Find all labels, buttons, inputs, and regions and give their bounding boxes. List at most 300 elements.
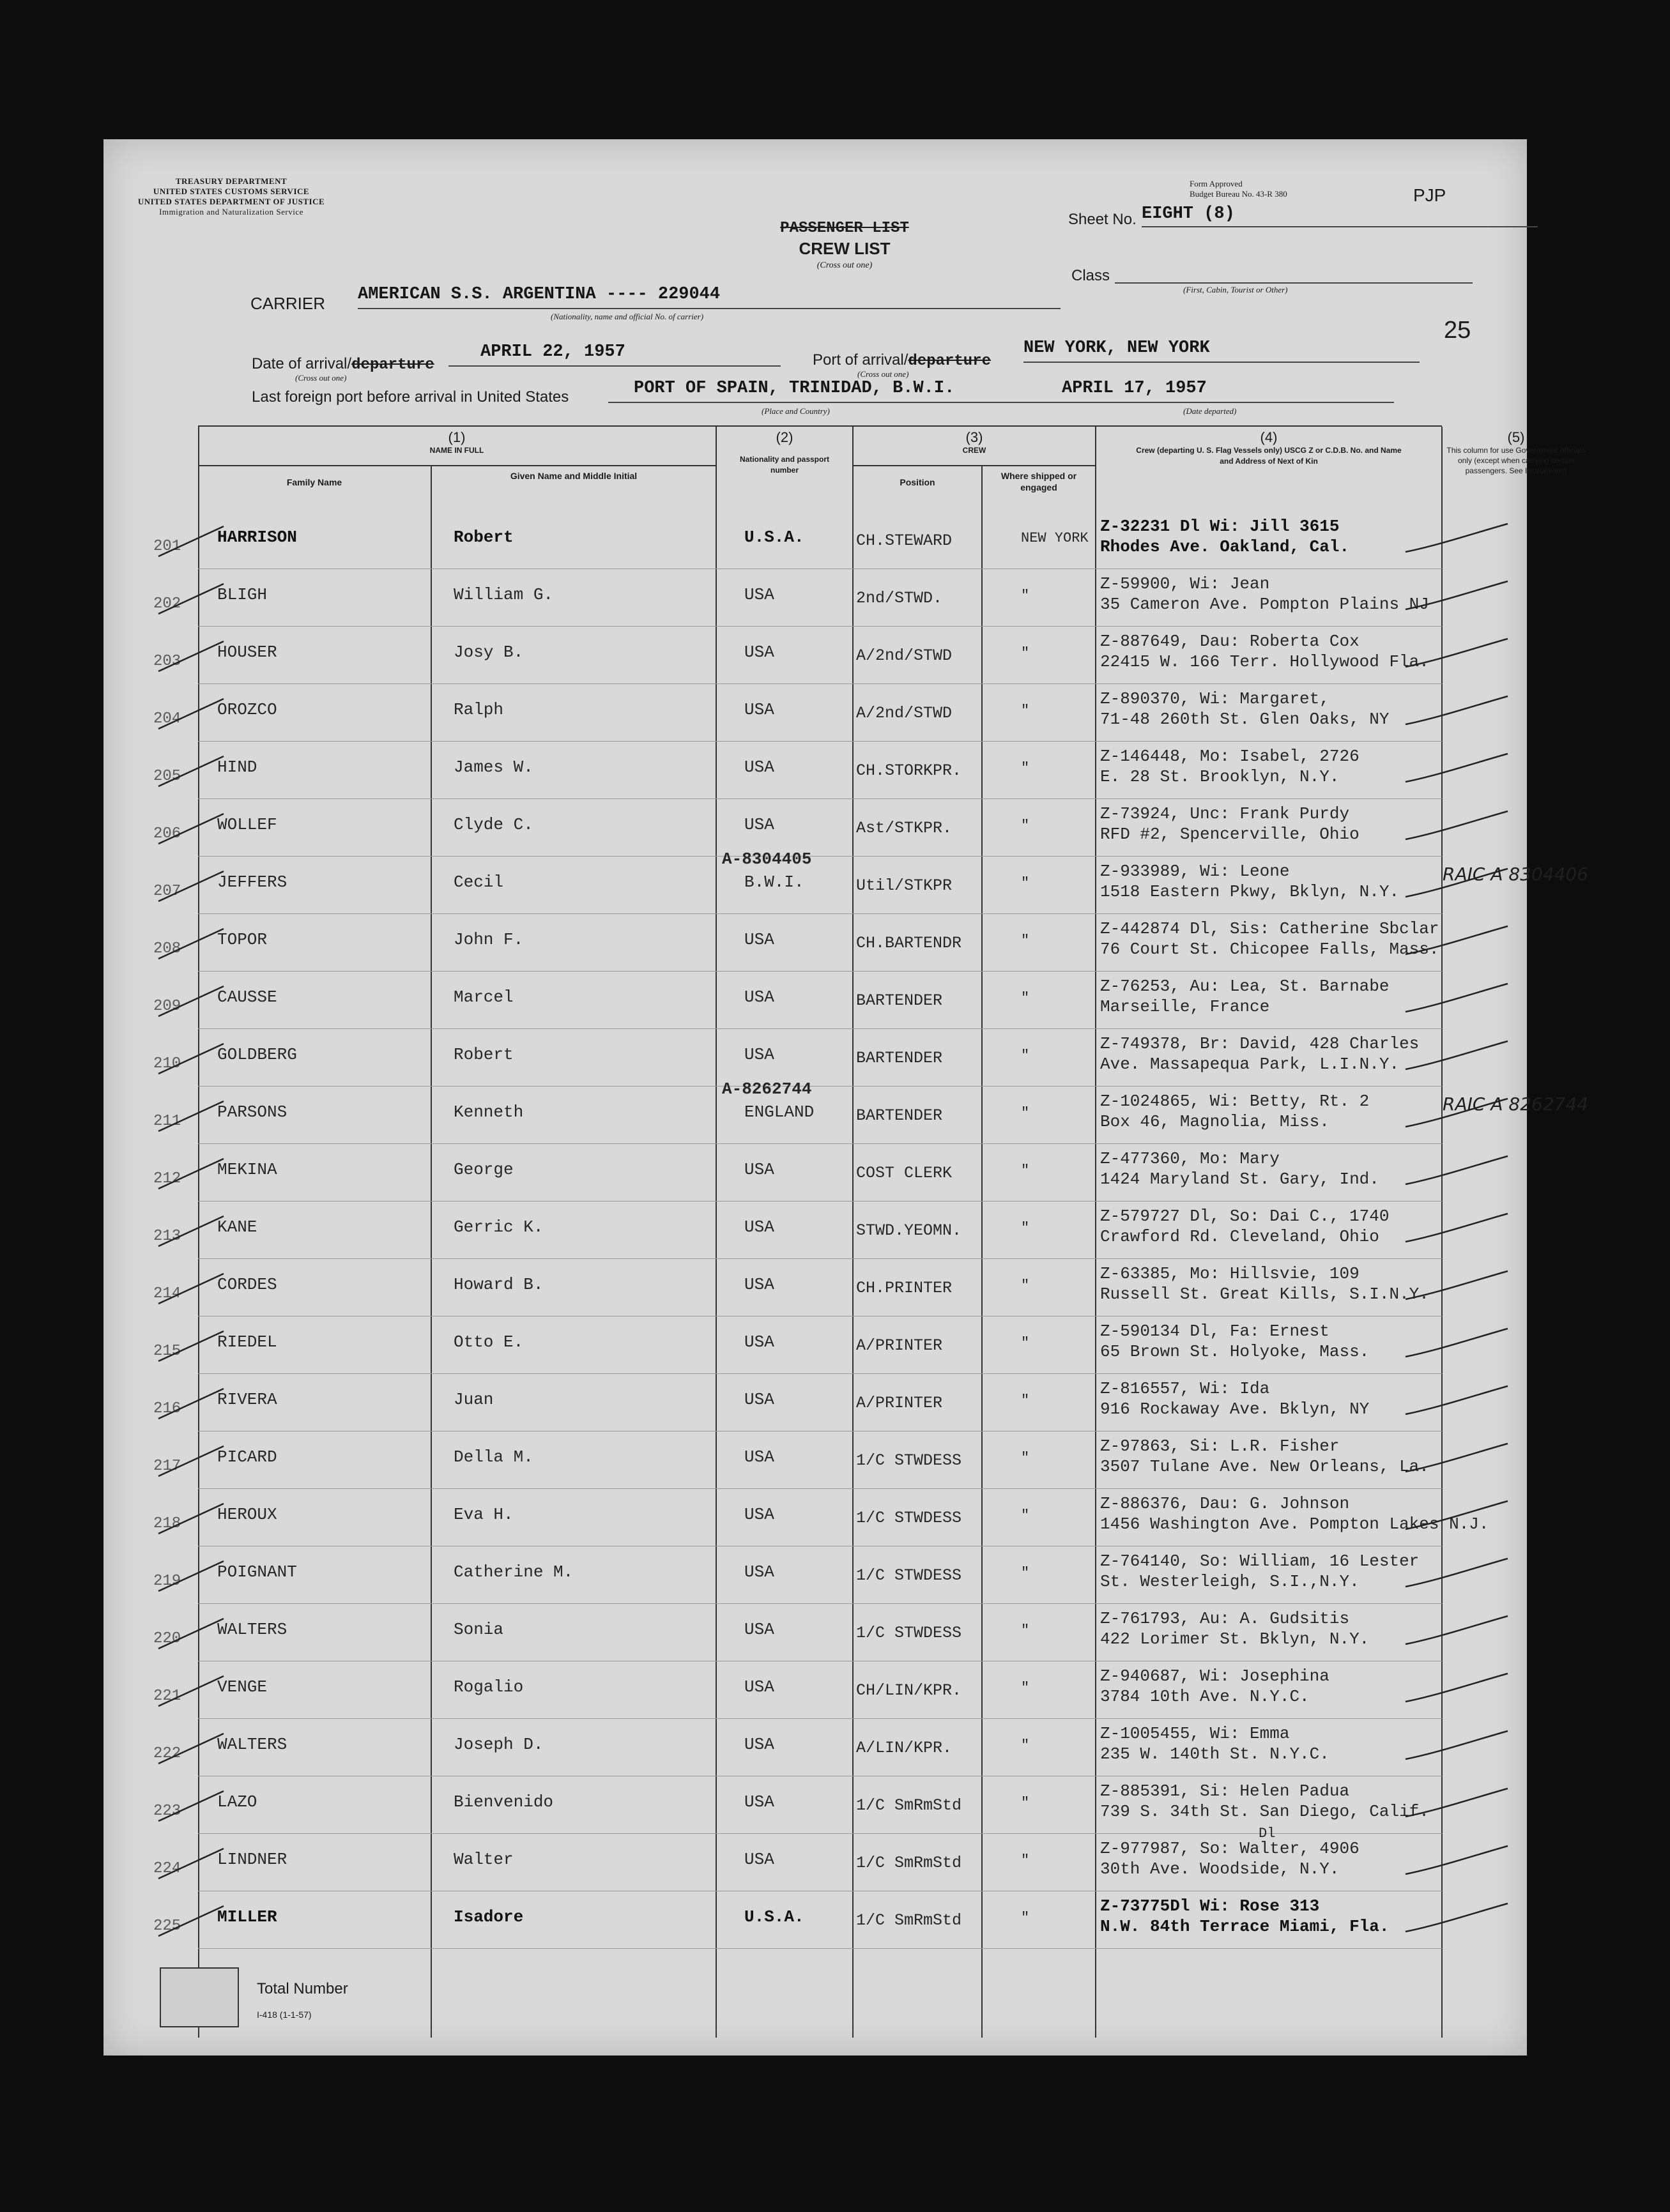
nok-line: Z-886376, Dau: G. Johnson	[1100, 1494, 1350, 1513]
line-number: 216	[153, 1400, 181, 1417]
nationality: USA	[744, 1562, 774, 1582]
family-name: HIND	[217, 758, 257, 777]
col1-num: (1)	[448, 429, 466, 445]
crew-table	[153, 425, 1589, 2038]
nok-line: Z-933989, Wi: Leone	[1100, 862, 1290, 881]
official-check-mark	[1399, 1382, 1514, 1421]
form-number: I-418 (1-1-57)	[257, 2010, 312, 2020]
official-check-mark	[1399, 1325, 1514, 1363]
official-check-mark	[1399, 980, 1514, 1018]
where-shipped: "	[1021, 1852, 1030, 1868]
col2-cap: Nationality and passport number	[739, 455, 830, 475]
nationality: USA	[744, 700, 774, 719]
nok-line: Z-59900, Wi: Jean	[1100, 574, 1270, 593]
line-number: 204	[153, 710, 181, 728]
arrival-date-struck: departure	[351, 356, 434, 374]
col2-num: (2)	[776, 429, 793, 445]
given-name: Sonia	[454, 1620, 504, 1639]
position: 1/C STWDESS	[856, 1624, 962, 1642]
family-name: KANE	[217, 1217, 257, 1237]
date-departed-note: (Date departed)	[1183, 406, 1237, 416]
position: CH/LIN/KPR.	[856, 1681, 962, 1700]
where-shipped: "	[1021, 933, 1030, 949]
nationality: USA	[744, 1447, 774, 1467]
official-check-mark	[1399, 1670, 1514, 1708]
family-name: RIVERA	[217, 1390, 277, 1409]
nationality: USA	[744, 815, 774, 834]
crew-row	[153, 1373, 1442, 1431]
crew-row	[153, 850, 1589, 914]
agency-line: Immigration and Naturalization Service	[159, 207, 303, 217]
nok-line: Z-442874 Dl, Sis: Catherine Sbclar	[1100, 919, 1439, 938]
nok-line: Z-73924, Unc: Frank Purdy	[1100, 804, 1350, 823]
family-name: OROZCO	[217, 700, 277, 719]
nok-line: 3507 Tulane Ave. New Orleans, La.	[1100, 1457, 1429, 1476]
nok-line: Z-890370, Wi: Margaret,	[1100, 689, 1329, 708]
form-approved-line: Form Approved	[1190, 179, 1243, 188]
crew-row	[153, 741, 1442, 799]
nok-line: Z-1005455, Wi: Emma	[1100, 1724, 1290, 1743]
official-check-mark	[1399, 1210, 1514, 1248]
nok-line: Z-761793, Au: A. Gudsitis	[1100, 1609, 1350, 1628]
carrier-label: CARRIER	[250, 294, 326, 313]
position: BARTENDER	[856, 1106, 943, 1125]
line-number: 208	[153, 940, 181, 957]
position: CH.BARTENDR	[856, 934, 962, 952]
family-name: WALTERS	[217, 1620, 287, 1639]
official-check-mark	[1399, 1267, 1514, 1306]
next-of-kin	[1100, 861, 1399, 902]
crew-row	[153, 1201, 1442, 1259]
col4-num: (4)	[1260, 429, 1278, 445]
nationality: USA	[744, 1850, 774, 1869]
next-of-kin	[1100, 689, 1389, 729]
next-of-kin	[1100, 631, 1429, 672]
next-of-kin	[1100, 1148, 1379, 1189]
crew-row	[153, 798, 1442, 857]
crew-row	[153, 1603, 1442, 1661]
title-note: (Cross out one)	[816, 261, 873, 270]
nationality: USA	[744, 1390, 774, 1409]
family-name: WALTERS	[217, 1735, 287, 1754]
position: 1/C STWDESS	[856, 1509, 962, 1527]
col3a-header: Position	[854, 465, 981, 510]
position: 2nd/STWD.	[856, 589, 943, 607]
position: CH.STORKPR.	[856, 761, 962, 780]
official-check-mark	[1399, 692, 1514, 731]
col3-cap: CREW	[962, 446, 986, 455]
col1-cap: NAME IN FULL	[429, 446, 484, 455]
last-port-value: PORT OF SPAIN, TRINIDAD, B.W.I.	[608, 379, 1043, 403]
where-shipped: "	[1021, 1105, 1030, 1121]
where-shipped: "	[1021, 760, 1030, 776]
nok-line: Z-977987, So: Walter, 4906	[1100, 1839, 1360, 1858]
position: 1/C SmRmStd	[856, 1911, 962, 1930]
class-label: Class	[1071, 267, 1110, 284]
nok-line: 739 S. 34th St. San Diego, Calif.	[1100, 1802, 1429, 1821]
col1-header	[198, 427, 716, 465]
arrival-date-label-text: Date of arrival/	[252, 355, 352, 372]
line-number: 215	[153, 1343, 181, 1360]
arrival-port-value: NEW YORK, NEW YORK	[1023, 339, 1420, 363]
position: 1/C SmRmStd	[856, 1854, 962, 1872]
form-approved	[1190, 179, 1287, 199]
where-shipped: "	[1021, 1450, 1030, 1466]
agency-block	[129, 176, 333, 217]
agency-line: UNITED STATES CUSTOMS SERVICE	[153, 187, 310, 196]
official-check-mark	[1399, 635, 1514, 673]
family-name: MILLER	[217, 1907, 277, 1926]
given-name: Otto E.	[454, 1332, 524, 1352]
given-name: George	[454, 1160, 514, 1179]
official-check-mark	[1399, 1900, 1514, 1938]
family-name: WOLLEF	[217, 815, 277, 834]
next-of-kin	[1100, 919, 1439, 959]
nok-line: Z-940687, Wi: Josephina	[1100, 1667, 1329, 1686]
where-shipped: "	[1021, 990, 1030, 1006]
nok-line: 1424 Maryland St. Gary, Ind.	[1100, 1170, 1379, 1189]
nok-line: 30th Ave. Woodside, N.Y.	[1100, 1859, 1340, 1879]
next-of-kin	[1100, 1608, 1369, 1649]
nok-line: Z-590134 Dl, Fa: Ernest	[1100, 1322, 1329, 1341]
nationality: USA	[744, 1735, 774, 1754]
line-number: 214	[153, 1285, 181, 1302]
col1b-header: Given Name and Middle Initial	[432, 465, 716, 510]
crew-row	[153, 511, 1442, 569]
given-name: Howard B.	[454, 1275, 544, 1294]
carrier-value: AMERICAN S.S. ARGENTINA ---- 229044	[358, 285, 1061, 309]
crew-row	[153, 1143, 1442, 1201]
nationality: USA	[744, 988, 774, 1007]
nok-line: RFD #2, Spencerville, Ohio	[1100, 825, 1360, 844]
position: BARTENDER	[856, 1049, 943, 1067]
given-name: Gerric K.	[454, 1217, 544, 1237]
official-check-mark	[1399, 1842, 1514, 1880]
manifest-sheet	[103, 139, 1589, 2056]
nok-line: Z-97863, Si: L.R. Fisher	[1100, 1437, 1340, 1456]
agency-line: TREASURY DEPARTMENT	[175, 176, 287, 186]
position: A/LIN/KPR.	[856, 1739, 953, 1757]
nationality: U.S.A.	[744, 1907, 804, 1926]
crew-row	[153, 1431, 1442, 1489]
nok-line: Z-1024865, Wi: Betty, Rt. 2	[1100, 1092, 1370, 1111]
next-of-kin	[1100, 1321, 1369, 1362]
where-shipped: "	[1021, 1507, 1030, 1523]
arrival-port-struck: departure	[908, 353, 992, 370]
nationality: USA	[744, 1620, 774, 1639]
clerk-initials: PJP	[1413, 185, 1446, 205]
line-number: 217	[153, 1458, 181, 1475]
nok-line: Z-764140, So: William, 16 Lester	[1100, 1552, 1420, 1571]
position: A/PRINTER	[856, 1336, 943, 1355]
next-of-kin	[1100, 1666, 1329, 1707]
given-name: Josy B.	[454, 643, 524, 662]
line-number: 218	[153, 1515, 181, 1532]
nationality: USA	[744, 1045, 774, 1064]
arrival-date-value: APRIL 22, 1957	[448, 342, 781, 367]
given-name: Marcel	[454, 988, 514, 1007]
next-of-kin	[1100, 804, 1360, 844]
nok-line: Ave. Massapequa Park, L.I.N.Y.	[1100, 1055, 1400, 1074]
crew-row	[153, 913, 1442, 972]
family-name: JEFFERS	[217, 873, 287, 892]
given-name: James W.	[454, 758, 533, 777]
last-port-note: (Place and Country)	[762, 406, 830, 416]
next-of-kin	[1100, 1551, 1419, 1592]
next-of-kin	[1100, 1206, 1389, 1247]
position: STWD.YEOMN.	[856, 1221, 962, 1240]
line-number: 211	[153, 1113, 181, 1130]
official-check-mark	[1399, 520, 1514, 558]
arrival-date-label	[252, 355, 434, 374]
family-name: HOUSER	[217, 643, 277, 662]
line-number: 220	[153, 1630, 181, 1647]
given-name: Joseph D.	[454, 1735, 544, 1754]
crew-row	[153, 1316, 1442, 1374]
handwritten-annotation: RAIC A 8262744	[1443, 1094, 1589, 1115]
nok-annotation: Dl	[1259, 1826, 1276, 1842]
arrival-port-label	[813, 351, 991, 370]
line-number: 213	[153, 1228, 181, 1245]
col4-header	[1096, 427, 1441, 510]
family-name: PARSONS	[217, 1102, 287, 1122]
nok-line: Z-816557, Wi: Ida	[1100, 1379, 1270, 1398]
where-shipped: "	[1021, 1565, 1030, 1581]
class-note: (First, Cabin, Tourist or Other)	[1183, 285, 1288, 294]
nok-line: 422 Lorimer St. Bklyn, N.Y.	[1100, 1629, 1370, 1649]
nok-line: 235 W. 140th St. N.Y.C.	[1100, 1744, 1329, 1764]
next-of-kin	[1100, 1838, 1360, 1879]
col1a-header: Family Name	[198, 465, 431, 510]
line-number: 206	[153, 825, 181, 843]
given-name: Catherine M.	[454, 1562, 574, 1582]
where-shipped: "	[1021, 1335, 1030, 1351]
nok-line: Z-477360, Mo: Mary	[1100, 1149, 1280, 1168]
given-name: Isadore	[454, 1907, 524, 1926]
position: 1/C STWDESS	[856, 1566, 962, 1585]
given-name: Bienvenido	[454, 1792, 554, 1812]
nationality: USA	[744, 1217, 774, 1237]
nationality: USA	[744, 1160, 774, 1179]
given-name: Robert	[454, 528, 514, 547]
nationality: USA	[744, 1792, 774, 1812]
col5-num: (5)	[1507, 429, 1525, 445]
family-name: VENGE	[217, 1677, 268, 1697]
nationality: USA	[744, 1505, 774, 1524]
crew-row	[153, 626, 1442, 684]
where-shipped: "	[1021, 1392, 1030, 1408]
position: 1/C STWDESS	[856, 1451, 962, 1470]
nationality: USA	[744, 1332, 774, 1352]
official-check-mark	[1399, 807, 1514, 846]
col5-header	[1443, 427, 1590, 510]
crew-row	[153, 683, 1442, 742]
arrival-port-label-text: Port of arrival/	[813, 351, 908, 369]
nok-line: 71-48 260th St. Glen Oaks, NY	[1100, 710, 1390, 729]
next-of-kin	[1100, 1781, 1429, 1822]
official-check-mark	[1399, 1727, 1514, 1766]
col2-header	[717, 427, 852, 510]
official-check-mark	[1399, 577, 1514, 616]
where-shipped: "	[1021, 818, 1030, 834]
family-name: BLIGH	[217, 585, 268, 604]
nationality: USA	[744, 585, 774, 604]
next-of-kin	[1100, 1378, 1369, 1419]
where-shipped: "	[1021, 875, 1030, 891]
nok-line: N.W. 84th Terrace Miami, Fla.	[1100, 1917, 1390, 1936]
position: COST CLERK	[856, 1164, 953, 1182]
where-shipped: "	[1021, 1278, 1030, 1293]
position: A/2nd/STWD	[856, 704, 953, 722]
where-shipped: "	[1021, 1680, 1030, 1696]
where-shipped: "	[1021, 1048, 1030, 1064]
crew-row	[153, 1891, 1442, 1949]
passport-number: A-8262744	[722, 1079, 812, 1099]
family-name: LINDNER	[217, 1850, 287, 1869]
line-number: 202	[153, 595, 181, 613]
line-number: 221	[153, 1688, 181, 1705]
position: CH.PRINTER	[856, 1279, 953, 1297]
page-number: 25	[1444, 317, 1471, 344]
crew-row	[153, 1826, 1442, 1891]
nationality: USA	[744, 758, 774, 777]
nok-line: 22415 W. 166 Terr. Hollywood Fla.	[1100, 652, 1429, 671]
total-number-label: Total Number	[257, 1980, 348, 1997]
nok-line: 1456 Washington Ave. Pompton Lakes N.J.	[1100, 1514, 1489, 1534]
col3b-header: Where shipped or engaged	[983, 465, 1095, 510]
given-name: John F.	[454, 930, 524, 949]
crew-row	[153, 1258, 1442, 1316]
line-number: 205	[153, 768, 181, 785]
nok-line: Russell St. Great Kills, S.I.N.Y.	[1100, 1285, 1429, 1304]
next-of-kin	[1100, 976, 1389, 1017]
total-number-box	[160, 1967, 239, 2027]
nationality: B.W.I.	[744, 873, 804, 892]
nok-line: 3784 10th Ave. N.Y.C.	[1100, 1687, 1310, 1706]
family-name: HARRISON	[217, 528, 297, 547]
passport-number: A-8304405	[722, 850, 812, 869]
line-number: 207	[153, 883, 181, 900]
crew-row	[153, 1028, 1442, 1087]
official-check-mark	[1399, 1555, 1514, 1593]
where-shipped: NEW YORK	[1021, 530, 1089, 546]
nok-line: Z-73775Dl Wi: Rose 313	[1100, 1896, 1320, 1916]
given-name: Ralph	[454, 700, 504, 719]
line-number: 209	[153, 998, 181, 1015]
nok-line: E. 28 St. Brooklyn, N.Y.	[1100, 767, 1340, 786]
where-shipped: "	[1021, 1910, 1030, 1926]
official-check-mark	[1399, 1785, 1514, 1823]
agency-line: UNITED STATES DEPARTMENT OF JUSTICE	[137, 197, 325, 206]
nationality: USA	[744, 643, 774, 662]
col3-num: (3)	[965, 429, 983, 445]
given-name: Walter	[454, 1850, 514, 1869]
crew-row	[153, 971, 1442, 1029]
next-of-kin	[1100, 746, 1360, 787]
sheet-label: Sheet No.	[1068, 211, 1137, 228]
given-name: Robert	[454, 1045, 514, 1064]
line-number: 224	[153, 1860, 181, 1877]
next-of-kin	[1100, 574, 1429, 614]
nationality: USA	[744, 1275, 774, 1294]
family-name: CAUSSE	[217, 988, 277, 1007]
nok-line: 76 Court St. Chicopee Falls, Mass.	[1100, 940, 1439, 959]
nok-line: 35 Cameron Ave. Pompton Plains NJ	[1100, 595, 1429, 614]
carrier-note: (Nationality, name and official No. of carrier)	[551, 312, 704, 321]
family-name: GOLDBERG	[217, 1045, 297, 1064]
class-line	[1115, 281, 1473, 284]
nok-line: Z-749378, Br: David, 428 Charles	[1100, 1034, 1420, 1053]
nok-line: Marseille, France	[1100, 997, 1270, 1016]
next-of-kin	[1100, 1091, 1369, 1132]
title-passenger-list: PASSENGER LIST	[780, 220, 909, 237]
family-name: TOPOR	[217, 930, 268, 949]
nok-line: Z-885391, Si: Helen Padua	[1100, 1781, 1350, 1801]
position: CH.STEWARD	[856, 531, 953, 550]
nok-line: 916 Rockaway Ave. Bklyn, NY	[1100, 1400, 1370, 1419]
nok-line: Z-32231 Dl Wi: Jill 3615	[1100, 517, 1340, 536]
next-of-kin	[1100, 1896, 1389, 1937]
official-check-mark	[1399, 750, 1514, 788]
position: BARTENDER	[856, 991, 943, 1010]
given-name: Eva H.	[454, 1505, 514, 1524]
nationality: U.S.A.	[744, 528, 804, 547]
arrival-port-note: (Cross out one)	[857, 369, 909, 379]
line-number: 222	[153, 1745, 181, 1762]
crew-row	[153, 1718, 1442, 1776]
where-shipped: "	[1021, 1795, 1030, 1811]
family-name: RIEDEL	[217, 1332, 277, 1352]
given-name: William G.	[454, 585, 554, 604]
crew-row	[153, 1546, 1442, 1604]
nok-line: Z-76253, Au: Lea, St. Barnabe	[1100, 977, 1390, 996]
line-number: 210	[153, 1055, 181, 1072]
official-check-mark	[1399, 1152, 1514, 1191]
position: 1/C SmRmStd	[856, 1796, 962, 1815]
next-of-kin	[1100, 1034, 1419, 1074]
nok-line: Z-146448, Mo: Isabel, 2726	[1100, 747, 1360, 766]
nok-line: Box 46, Magnolia, Miss.	[1100, 1112, 1329, 1131]
last-port-label: Last foreign port before arrival in United States	[252, 388, 569, 406]
nok-line: 65 Brown St. Holyoke, Mass.	[1100, 1342, 1370, 1361]
where-shipped: "	[1021, 1163, 1030, 1178]
title-crew-list: CREW LIST	[799, 239, 891, 258]
official-check-mark	[1399, 1440, 1514, 1478]
family-name: HEROUX	[217, 1505, 277, 1524]
position: A/PRINTER	[856, 1394, 943, 1412]
nok-line: Z-63385, Mo: Hillsvie, 109	[1100, 1264, 1360, 1283]
crew-row	[153, 568, 1442, 627]
given-name: Juan	[454, 1390, 494, 1409]
handwritten-annotation: RAIC A 8304406	[1443, 864, 1589, 885]
nationality: USA	[744, 1677, 774, 1697]
official-check-mark	[1399, 922, 1514, 961]
family-name: POIGNANT	[217, 1562, 297, 1582]
col4-cap: Crew (departing U. S. Flag Vessels only) USCG Z or C.D.B. No. and Name and Address of Next of Kin	[1136, 446, 1402, 466]
next-of-kin	[1100, 1436, 1429, 1477]
crew-row	[153, 1488, 1489, 1546]
form-approved-line: Budget Bureau No. 43-R 380	[1190, 189, 1287, 199]
where-shipped: "	[1021, 703, 1030, 719]
official-check-mark	[1399, 1497, 1514, 1536]
nationality: USA	[744, 930, 774, 949]
where-shipped: "	[1021, 1220, 1030, 1236]
position: Util/STKPR	[856, 876, 953, 895]
where-shipped: "	[1021, 1622, 1030, 1638]
family-name: LAZO	[217, 1792, 257, 1812]
given-name: Cecil	[454, 873, 504, 892]
next-of-kin	[1100, 516, 1349, 557]
